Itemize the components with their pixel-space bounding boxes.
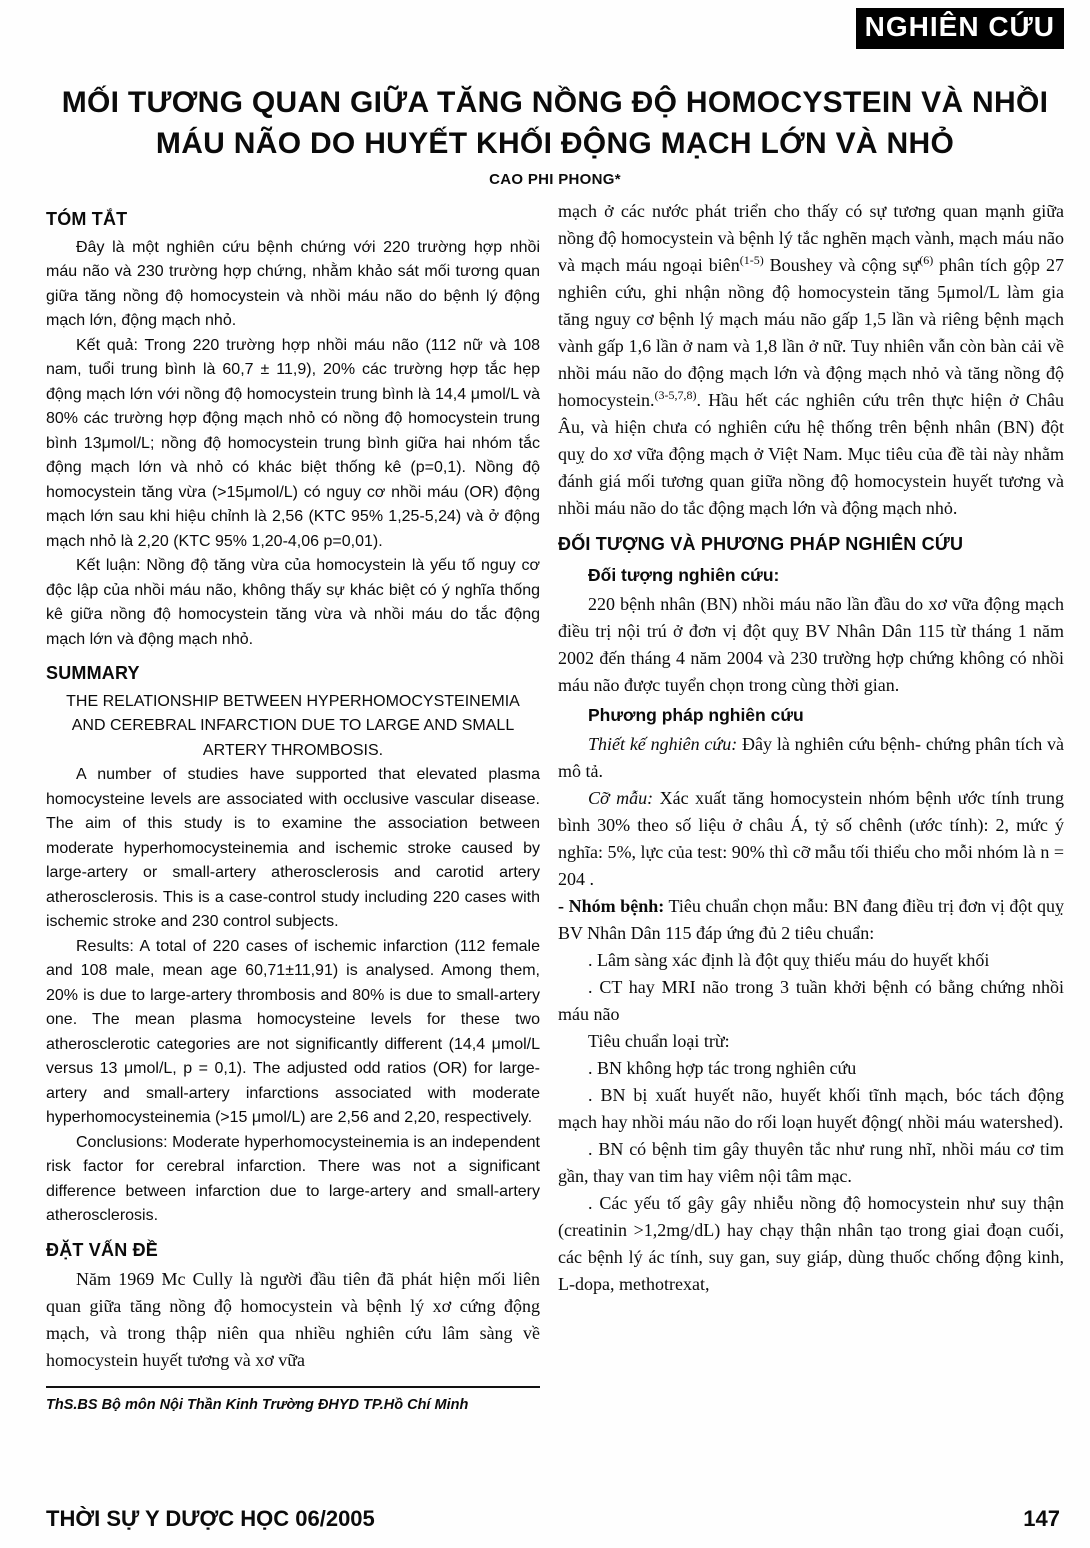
inclusion-criterion-1: . Lâm sàng xác định là đột quỵ thiếu máu do huyết khối <box>588 950 990 970</box>
article-title-line1: MỐI TƯƠNG QUAN GIỮA TĂNG NỒNG ĐỘ HOMOCYSTEIN VÀ NHỒI <box>61 86 1049 119</box>
exclusion-criteria-label: Tiêu chuẩn loại trừ: <box>588 1031 730 1051</box>
right-column <box>558 198 1064 1418</box>
methodology-subheading: Phương pháp nghiên cứu <box>588 705 804 725</box>
exclusion-criterion-1: . BN không hợp tác trong nghiên cứu <box>588 1058 857 1078</box>
badge-row <box>46 8 1064 56</box>
abstract-heading: TÓM TẮT <box>46 209 128 229</box>
citation-superscript-2: (6) <box>919 253 934 267</box>
text-segment: Tiêu chuẩn chọn mẫu: BN đang điều trị đơn vị đột quỵ BV Nhân Dân 115 đáp ứng đủ 2 tiêu chuẩn: <box>558 896 1064 943</box>
text-segment: Boushey và cộng sự <box>763 255 920 275</box>
text-segment: phân tích gộp 27 nghiên cứu, ghi nhận nồng độ homocystein tăng 5μmol/L làm gia tăng nguy cơ bệnh lý mạch máu não gấp 1,5 lần và riêng bệnh mạch vành gấp 1,6 lần ở nam và 1,8 lần ở nữ. Tuy nhiên vẫn còn bàn cải về nhồi máu não do động mạch lớn và động mạch nhỏ và tăng nồng độ homocystein. <box>558 255 1064 410</box>
study-subjects-subheading: Đối tượng nghiên cứu: <box>588 565 780 585</box>
patient-group-paragraph <box>558 893 1064 947</box>
citation-superscript-1: (1-5) <box>739 253 764 267</box>
introduction-continued-paragraph <box>558 198 1064 522</box>
study-design-paragraph <box>558 731 1064 785</box>
introduction-heading: ĐẶT VẤN ĐỀ <box>46 1239 159 1260</box>
inclusion-criterion-2: . CT hay MRI não trong 3 tuần khởi bệnh có bằng chứng nhồi máu não <box>558 977 1064 1024</box>
author-name: CAO PHI PHONG* <box>489 171 621 188</box>
sample-size-paragraph <box>558 785 1064 893</box>
text-segment: . Hầu hết các nghiên cứu trên thực hiện ở Châu Âu, và hiện chưa có nghiên cứu hệ thống trên bệnh nhân (BN) đột quỵ do xơ vữa động mạch ở Việt Nam. Mục tiêu của đề tài này nhằm đánh giá mối tương quan giữa nồng độ homocystein huyết tương và nhồi máu não do tắc động mạch lớn và động mạch nhỏ. <box>558 390 1064 518</box>
summary-paragraph-1: A number of studies have supported that elevated plasma homocysteine levels are associated with occlusive vascular disease. The aim of this study is to examine the association between moderate hyperhomocysteinemia and ischemic stroke caused by large-artery or small-artery atherosclerosis and carotid artery atherosclerosis. This is a case-control study including 220 cases with ischemic stroke and 230 control subjects. <box>46 766 540 930</box>
exclusion-criterion-2: . BN bị xuất huyết não, huyết khối tĩnh mạch, bóc tách động mạch hay nhồi máu não do rối loạn huyết động( nhồi máu watershed). <box>558 1085 1064 1132</box>
citation-superscript-3: (3-5,7,8) <box>654 388 697 402</box>
page-footer <box>46 1506 1060 1532</box>
summary-english-title: THE RELATIONSHIP BETWEEN HYPERHOMOCYSTEINEMIA AND CEREBRAL INFARCTION DUE TO LARGE AND SMALL ARTERY THROMBOSIS. <box>66 692 520 759</box>
abstract-paragraph-1: Đây là một nghiên cứu bệnh chứng với 220 trường hợp nhồi máu não và 230 trường hợp chứng, nhằm khảo sát mối tương quan giữa tăng nồng độ homocystein và nhồi máu não do bệnh lý động mạch lớn, động mạch nhỏ. <box>46 238 540 329</box>
text-segment: Đây là nghiên cứu bệnh- chứng phân tích và mô tả. <box>558 734 1064 781</box>
abstract-paragraph-results: Kết quả: Trong 220 trường hợp nhồi máu não (112 nữ và 108 nam, tuổi trung bình là 60,7 ± 11,9), 20% các trường hợp tắc hẹp động mạch lớn với nồng độ homocystein trung bình là 14,4 μmol/L và 80% các trường hợp động mạch nhỏ có nồng độ homocystein trung bình 13μmol/L; nồng độ homocystein trung bình giữa hai nhóm tắc động mạch lớn và nhỏ có khác biệt thống kê (p=0,1). Nồng độ homocystein tăng vừa (>15μmol/L) có nguy cơ nhồi máu (OR) động mạch lớn sau khi hiệu chỉnh là 2,56 (KTC 95% 1,25-5,24) và ở động mạch nhỏ là 2,20 (KTC 95% 1,20-4,06 p=0,01). <box>46 336 540 550</box>
left-column <box>46 198 540 1418</box>
summary-paragraph-conclusions: Conclusions: Moderate hyperhomocysteinemia is an independent risk factor for cerebral infarction. There was not a significant difference between infarction due to large-artery and small-artery atherosclerosis. <box>46 1133 540 1224</box>
article-title <box>46 82 1064 164</box>
summary-heading: SUMMARY <box>46 663 140 683</box>
sample-size-label: Cỡ mẫu: <box>588 788 654 808</box>
summary-paragraph-results: Results: A total of 220 cases of ischemic infarction (112 female and 108 male, mean age 60,71±11,91) is analysed. Among them, 20% is due to large-artery thrombosis and 80% is due to small-artery one. The mean plasma homocysteine levels for these two atherosclerotic categories are not significantly different (14,4 μmol/L versus 13 μmol/L, p = 0,1). The adjusted odd ratios (OR) for large-artery and small-artery infarctions associated with moderate hyperhomocysteinemia (>15 μmol/L) are 2,56 and 2,20, respectively. <box>46 937 540 1126</box>
patient-group-label: - Nhóm bệnh: <box>558 896 665 916</box>
section-badge: NGHIÊN CỨU <box>856 8 1064 49</box>
two-column-body <box>46 198 1064 1418</box>
article-title-line2: MÁU NÃO DO HUYẾT KHỐI ĐỘNG MẠCH LỚN VÀ NHỎ <box>155 127 955 160</box>
methods-heading: ĐỐI TƯỢNG VÀ PHƯƠNG PHÁP NGHIÊN CỨU <box>558 534 964 554</box>
study-design-label: Thiết kế nghiên cứu: <box>588 734 738 754</box>
author-footnote: ThS.BS Bộ môn Nội Thần Kinh Trường ĐHYD TP.Hồ Chí Minh <box>46 1386 540 1418</box>
text-segment: mạch ở các nước phát triển cho thấy có sự tương quan mạnh giữa nồng độ homocystein và bệnh lý tắc nghẽn mạch vành, mạch máu não và mạch máu ngoại biên <box>558 201 1064 275</box>
journal-name: THỜI SỰ Y DƯỢC HỌC 06/2005 <box>46 1506 375 1531</box>
page-number: 147 <box>1023 1506 1060 1531</box>
abstract-paragraph-conclusion: Kết luận: Nồng độ tăng vừa của homocystein là yếu tố nguy cơ độc lập của nhồi máu não, không thấy sự khác biệt có ý nghĩa thống kê giữa nồng độ homocystein tăng vừa và nhồi máu do tắc động mạch lớn và động mạch nhỏ. <box>46 557 540 648</box>
introduction-paragraph: Năm 1969 Mc Cully là người đầu tiên đã phát hiện mối liên quan giữa tăng nồng độ homocystein và bệnh lý xơ cứng động mạch, và trong thập niên qua nhiều nghiên cứu lâm sàng về homocystein huyết tương và xơ vữa <box>46 1269 540 1370</box>
text-segment: Xác xuất tăng homocystein nhóm bệnh ước tính trung bình 30% theo số liệu ở châu Á, tỷ số chênh (ước tính): 2, mức ý nghĩa: 5%, lực của test: 90% thì cỡ mẫu tối thiểu cho mỗi nhóm là n = 204 . <box>558 788 1064 889</box>
exclusion-criterion-3: . BN có bệnh tim gây thuyên tắc như rung nhĩ, nhồi máu cơ tim gần, thay van tim hay viêm nội tâm mạc. <box>558 1139 1064 1186</box>
exclusion-criterion-4: . Các yếu tố gây gây nhiễu nồng độ homocystein như suy thận (creatinin >1,2mg/dL) hay chạy thận nhân tạo trong giai đoạn cuối, các bệnh lý ác tính, suy gan, suy giáp, dùng thuốc chống động kinh, L-dopa, methotrexat, <box>558 1193 1064 1294</box>
study-subjects-paragraph: 220 bệnh nhân (BN) nhồi máu não lần đầu do xơ vữa động mạch điều trị nội trú ở đơn vị đột quỵ BV Nhân Dân 115 từ tháng 1 năm 2002 đến tháng 4 năm 2004 và 230 trường hợp chứng không có nhồi máu não được tuyển chọn trong cùng thời gian. <box>558 594 1064 695</box>
